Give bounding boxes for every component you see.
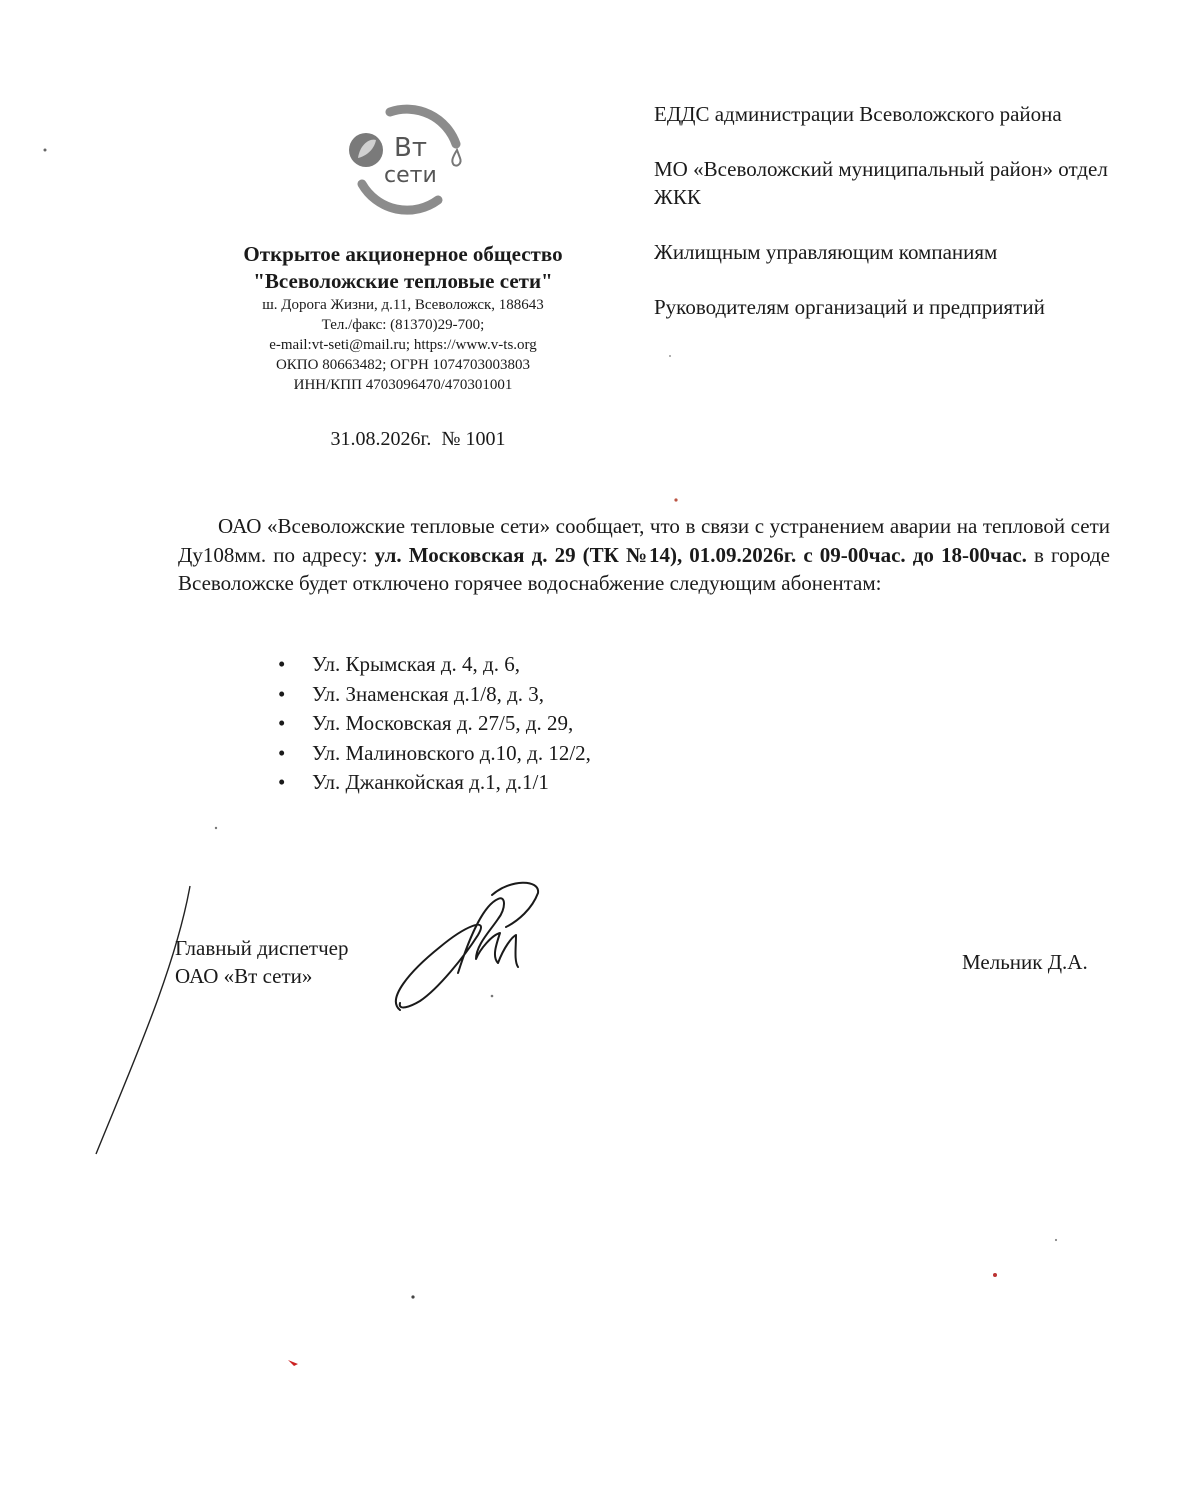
company-name-line2: "Всеволожские тепловые сети" (253, 269, 553, 293)
signatory-role-line1: Главный диспетчер (175, 936, 349, 960)
company-inn-kpp: ИНН/КПП 4703096470/470301001 (293, 377, 513, 393)
notice-body-part1: ОАО «Всеволожские тепловые сети» сообщает, что в связи с устранением аварии на тепловой сети Ду108мм. по адресу: (178, 514, 1110, 567)
document-number: № 1001 (441, 428, 506, 450)
signatory-role-line2: ОАО «Вт сети» (175, 964, 313, 988)
list-item: • Ул. Малиновского д.10, д. 12/2, (278, 739, 591, 769)
address-list (278, 650, 591, 798)
logo-text-bottom: сети (384, 163, 437, 188)
signatory-role (175, 934, 348, 990)
company-contacts: e-mail:vt-seti@mail.ru; https://www.v-ts.org (269, 337, 537, 353)
company-name-line1: Открытое акционерное общество (243, 242, 563, 266)
signatory-name: Мельник Д.А. (962, 950, 1088, 974)
list-item: • Ул. Знаменская д.1/8, д. 3, (278, 680, 591, 710)
list-item: • Ул. Крымская д. 4, д. 6, (278, 650, 591, 680)
recipient-edds: ЕДДС администрации Всеволожского района (654, 102, 1062, 126)
bullet-icon: • (278, 711, 286, 736)
company-logo (338, 98, 468, 216)
bullet-icon: • (278, 652, 286, 676)
bullet-icon: • (278, 740, 286, 765)
recipient-housing: Жилищным управляющим компаниям (654, 240, 998, 264)
list-item: • Ул. Московская д. 27/5, д. 29, (278, 709, 591, 739)
bullet-icon: • (278, 770, 286, 795)
bullet-icon: • (278, 681, 286, 706)
notice-body-part2: в городе Всеволожске будет отключено горячее водоснабжение следующим абонентам: (178, 542, 1111, 595)
notice-body (178, 512, 1110, 598)
company-phone: Тел./факс: (81370)29-700; (321, 317, 485, 333)
recipients-block (654, 100, 1134, 348)
company-okpo-ogrn: ОКПО 80663482; ОГРН 1074703003803 (275, 357, 531, 373)
handwritten-signature (380, 875, 550, 1015)
company-info (200, 241, 606, 395)
margin-pen-stroke (80, 880, 200, 1160)
recipient-organizations: Руководителям организаций и предприятий (654, 295, 1045, 319)
logo-text-top: Вт (394, 133, 427, 163)
recipient-mo: МО «Всеволожский муниципальный район» отдел ЖКК (654, 157, 1108, 209)
company-address: ш. Дорога Жизни, д.11, Всеволожск, 188643 (262, 297, 544, 313)
document-date: 31.08.2026г. (330, 428, 432, 450)
notice-body-bold: ул. Московская д. 29 (ТК №14), 01.09.2026г. с 09-00час. до 18-00час. (374, 542, 1027, 567)
list-item: • Ул. Джанкойская д.1, д.1/1 (278, 768, 591, 798)
document-date-number (200, 428, 636, 451)
